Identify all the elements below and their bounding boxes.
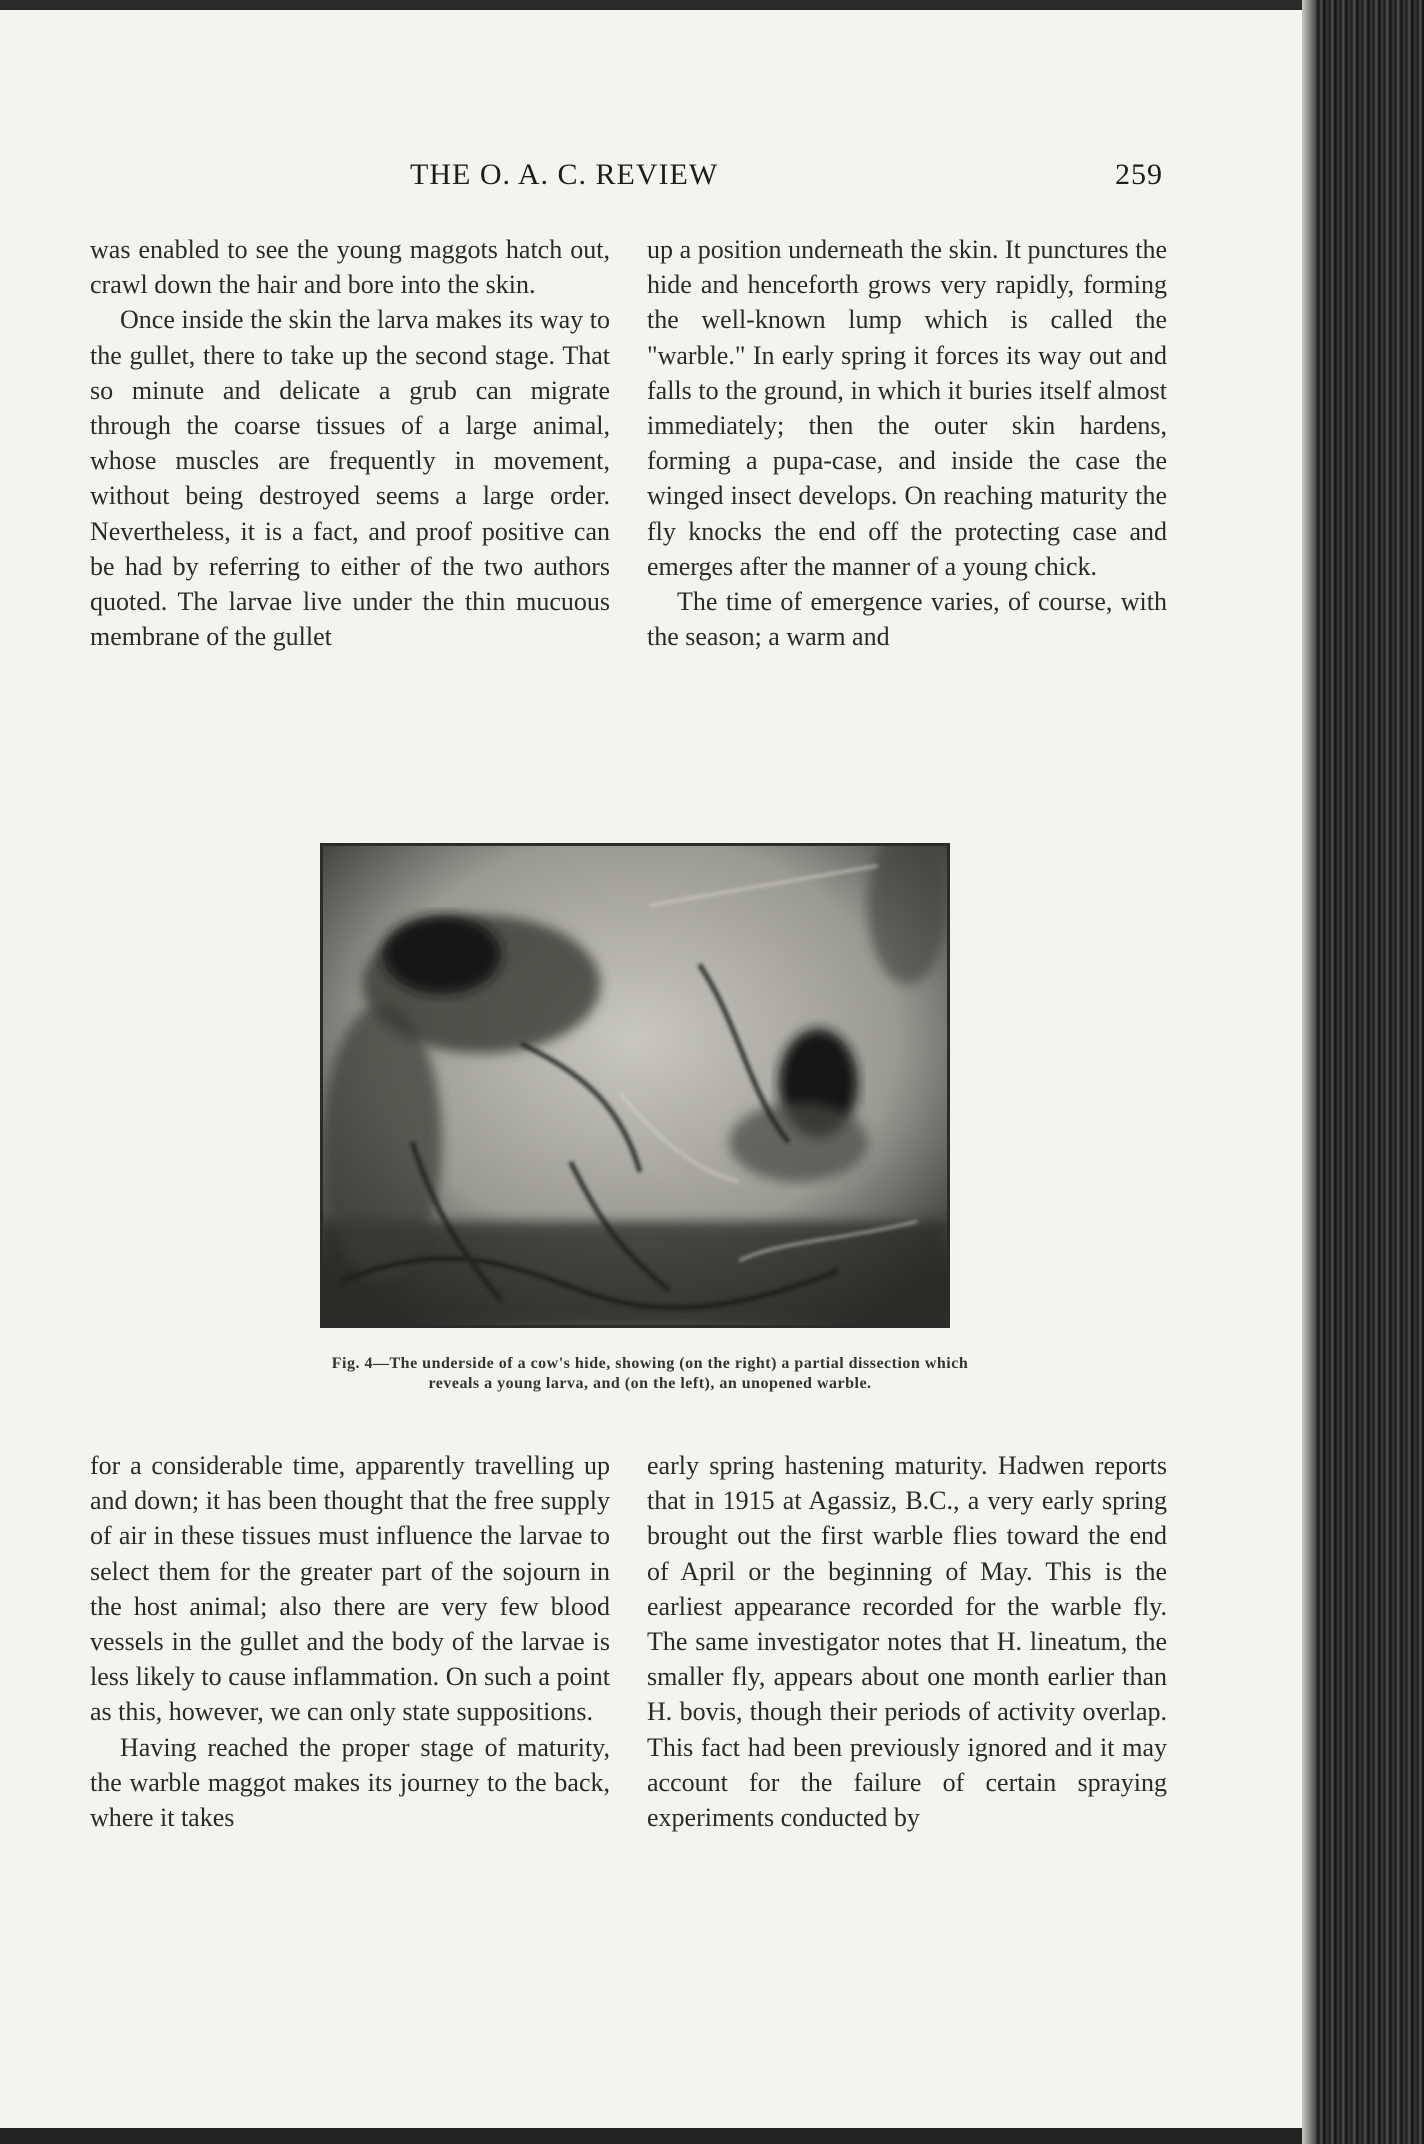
- paragraph: Once inside the skin the larva makes its way to the gullet, there to take up the second stage. That so minute and delicate a grub can migrate through the coarse tissues of a large animal, whose muscles are frequently in movement, without being destroyed seems a large order. Nevertheless, it is a fact, and proof positive can be had by referring to either of the two authors quoted. The larvae live under the thin mucuous membrane of the gullet: [90, 305, 610, 652]
- paragraph: up a position underneath the skin. It punctures the hide and henceforth grows very rapidly, forming the well-known lump which is called the "warble." In early spring it forces its way out and falls to the ground, in which it buries itself almost immediately; then the outer skin hardens, forming a pupa-case, and inside the case the winged insect develops. On reaching maturity the fly knocks the end off the protecting case and emerges after the manner of a young chick.: [647, 235, 1167, 581]
- paragraph: for a considerable time, apparently travelling up and down; it has been thought that the free supply of air in these tissues must influence the larvae to select them for the greater part of the sojourn in the host animal; also there are very few blood vessels in the gullet and the body of the larvae is less likely to cause inflammation. On such a point as this, however, we can only state suppositions.: [90, 1451, 610, 1727]
- paragraph: was enabled to see the young maggots hatch out, crawl down the hair and bore into the skin.: [90, 235, 610, 300]
- hide-photograph: [323, 846, 947, 1325]
- caption-line: reveals a young larva, and (on the left), an unopened warble.: [428, 1375, 872, 1392]
- column-bottom-right: [647, 1448, 1167, 1835]
- column-bottom-left: [90, 1448, 610, 1835]
- column-top-left: [90, 232, 610, 654]
- running-title: THE O. A. C. REVIEW: [410, 158, 719, 191]
- paragraph: Having reached the proper stage of maturity, the warble maggot makes its journey to the back, where it takes: [90, 1732, 610, 1833]
- page-header: [0, 158, 1302, 202]
- figure-caption: [150, 1354, 1150, 1394]
- book-binding-edge: [1302, 0, 1424, 2144]
- paragraph: The time of emergence varies, of course, with the season; a warm and: [647, 587, 1167, 652]
- column-top-right: [647, 232, 1167, 654]
- figure-cow-hide-photo: [320, 843, 950, 1328]
- paragraph: early spring hastening maturity. Hadwen reports that in 1915 at Agassiz, B.C., a very early spring brought out the first warble flies toward the end of April or the beginning of May. This is the earliest appearance recorded for the warble fly. The same investigator notes that H. lineatum, the smaller fly, appears about one month earlier than H. bovis, though their periods of activity overlap. This fact had been previously ignored and it may account for the failure of certain spraying experiments conducted by: [647, 1451, 1167, 1833]
- caption-line: Fig. 4—The underside of a cow's hide, showing (on the right) a partial dissection which: [331, 1355, 969, 1372]
- page-number: 259: [1115, 158, 1163, 191]
- page-top-edge: [0, 0, 1302, 10]
- page-bottom-edge: [0, 2128, 1302, 2144]
